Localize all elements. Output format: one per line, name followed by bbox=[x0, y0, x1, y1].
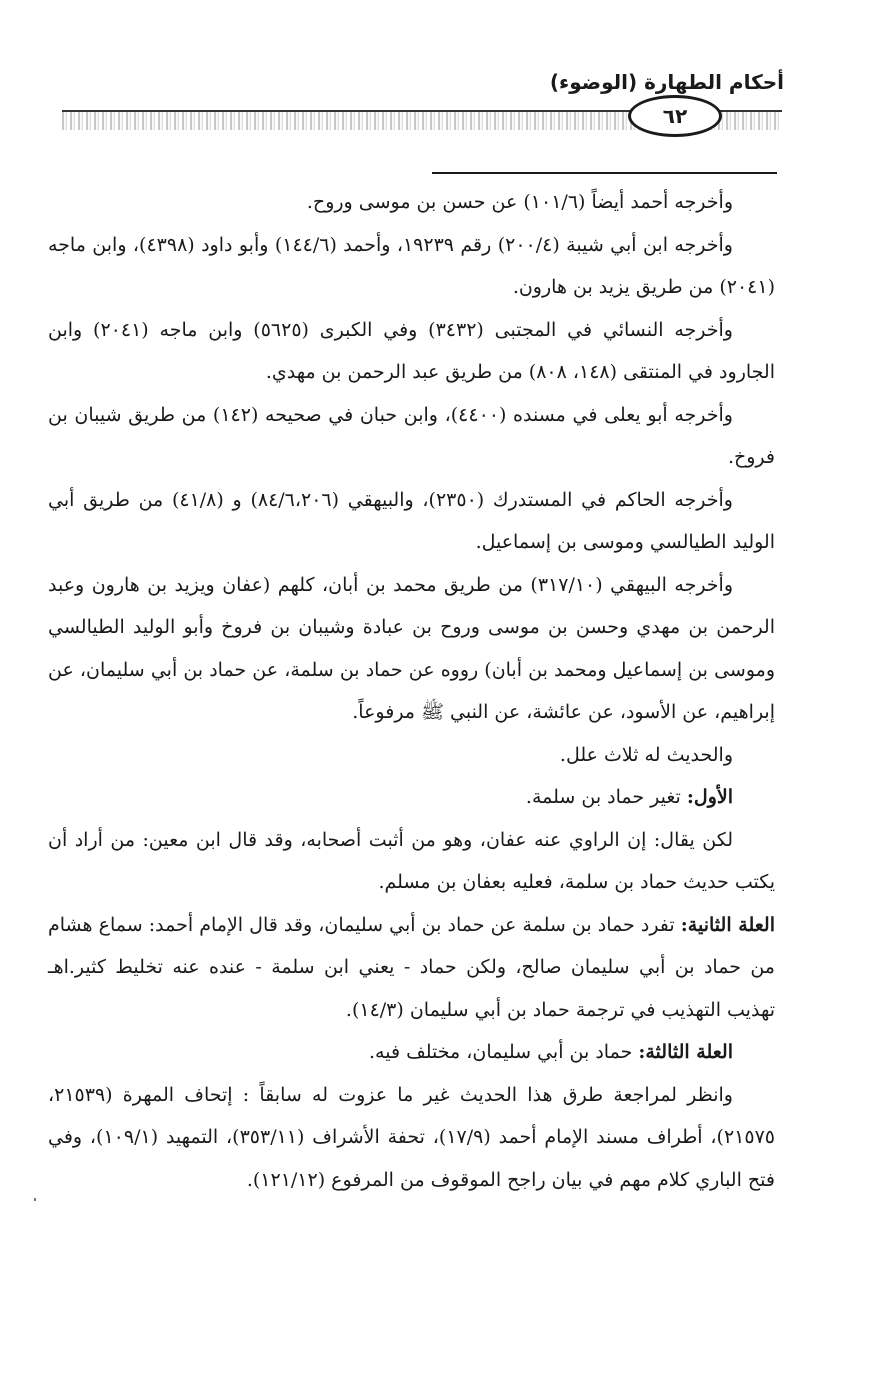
paragraph: والحديث له ثلاث علل. bbox=[559, 743, 733, 766]
illa-2-paragraph bbox=[48, 904, 775, 1032]
illa-3-text: حماد بن أبي سليمان، مختلف فيه. bbox=[369, 1041, 639, 1063]
paragraph: وأخرجه الحاكم في المستدرك (٢٣٥٠)، والبيهقي (٨٤/٦،٢٠٦) و (٤١/٨) من طريق أبي الوليد الطيالسي وموسى بن إسماعيل. bbox=[48, 488, 775, 553]
illa-2-label: العلة الثانية: bbox=[680, 913, 775, 936]
paragraph: وأخرجه أبو يعلى في مسنده (٤٤٠٠)، وابن حبان في صحيحه (١٤٢) من طريق شيبان بن فروخ. bbox=[48, 403, 775, 468]
book-title: أحكام الطهارة (الوضوء) bbox=[549, 70, 784, 94]
illa-3-paragraph bbox=[48, 1031, 775, 1074]
margin-dot bbox=[34, 1198, 36, 1201]
page-number-text: ٦٢ bbox=[662, 104, 688, 128]
page-number bbox=[628, 95, 722, 137]
illa-1-paragraph bbox=[48, 776, 775, 819]
paragraph: وأخرجه ابن أبي شيبة (٢٠٠/٤) رقم ١٩٢٣٩، وأحمد (١٤٤/٦) وأبو داود (٤٣٩٨)، وابن ماجه (٢٠٤١) من طريق يزيد بن هارون. bbox=[48, 233, 775, 298]
paragraph: وأخرجه البيهقي (٣١٧/١٠) من طريق محمد بن أبان، كلهم (عفان ويزيد بن هارون وعبد الرحمن بن مهدي وحسن بن موسى وروح بن عبادة وشيبان بن فروخ وأبو الوليد الطيالسي وموسى بن إسماعيل ومحمد بن أبان) رووه عن حماد بن سلمة، عن حماد بن أبي سليمان، عن إبراهيم، عن الأسود، عن عائشة، عن النبي ﷺ مرفوعاً. bbox=[48, 573, 775, 723]
paragraph: وانظر لمراجعة طرق هذا الحديث غير ما عزوت له سابقاً : إتحاف المهرة (٢١٥٣٩، ٢١٥٧٥)، أطراف مسند الإمام أحمد (١٧/٩)، تحفة الأشراف (٣٥٣/١١)، التمهيد (١٠٩/١)، وفي فتح الباري كلام مهم في بيان راجح الموقوف من المرفوع (١٢١/١٢). bbox=[48, 1083, 775, 1191]
paragraph: وأخرجه النسائي في المجتبى (٣٤٣٢) وفي الكبرى (٥٦٢٥) وابن ماجه (٢٠٤١) وابن الجارود في المنتقى (١٤٨، ٨٠٨) من طريق عبد الرحمن بن مهدي. bbox=[48, 318, 775, 383]
illa-2-text: تفرد حماد بن سلمة عن حماد بن أبي سليمان، وقد قال الإمام أحمد: سماع هشام من حماد بن أبي سليمان صالح، ولكن حماد - يعني ابن سلمة - عنده عنه تخليط كثير.اهـ تهذيب التهذيب في ترجمة حماد بن أبي سليمان (١٤/٣). bbox=[48, 913, 775, 1021]
illa-1-text: تغير حماد بن سلمة. bbox=[525, 786, 687, 808]
paragraph: وأخرجه أحمد أيضاً (١٠١/٦) عن حسن بن موسى وروح. bbox=[306, 191, 733, 213]
illa-3-label: العلة الثالثة: bbox=[638, 1041, 733, 1063]
footnote-divider bbox=[432, 172, 777, 174]
body-text bbox=[48, 181, 775, 1201]
illa-1-label: الأول: bbox=[686, 786, 733, 808]
paragraph: لكن يقال: إن الراوي عنه عفان، وهو من أثبت أصحابه، وقد قال ابن معين: من أراد أن يكتب حديث حماد بن سلمة، فعليه بعفان بن مسلم. bbox=[48, 828, 775, 893]
